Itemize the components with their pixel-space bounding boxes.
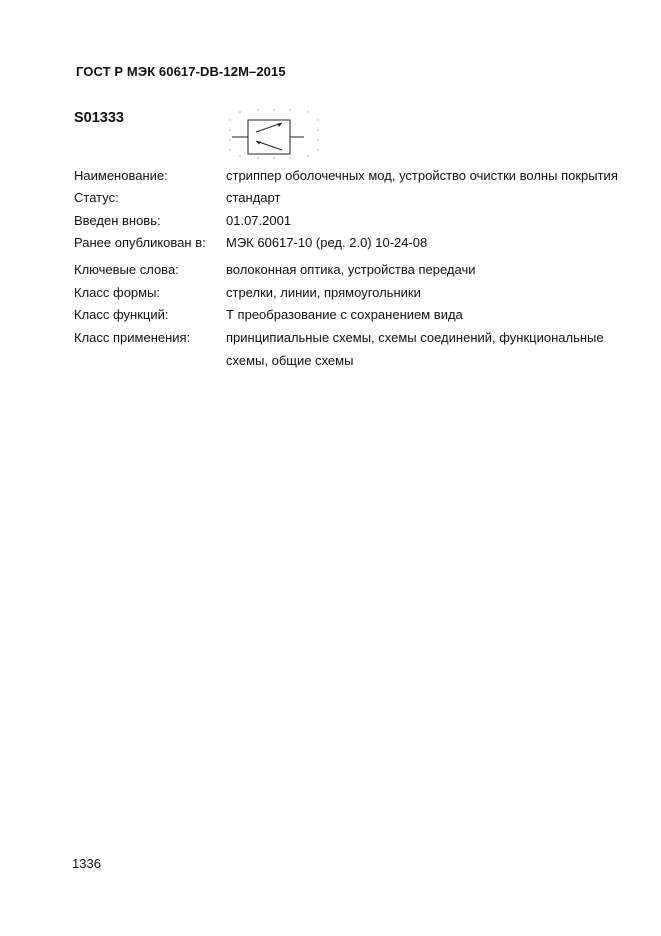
- property-label: Ключевые слова:: [74, 262, 179, 277]
- page-number: 1336: [72, 856, 101, 871]
- property-label: Наименование:: [74, 168, 168, 183]
- property-label: Класс применения:: [74, 330, 191, 345]
- property-value: МЭК 60617-10 (ред. 2.0) 10-24-08: [226, 235, 428, 250]
- property-value: принципиальные схемы, схемы соединений, функциональные схемы, общие схемы: [226, 330, 604, 368]
- document-header: ГОСТ Р МЭК 60617-DB-12M–2015: [76, 64, 286, 79]
- property-value: волоконная оптика, устройства передачи: [226, 262, 476, 277]
- property-label: Класс формы:: [74, 285, 161, 300]
- property-value: стриппер оболочечных мод, устройство очистки волны покрытия: [226, 168, 618, 183]
- symbol-code: S01333: [74, 110, 124, 126]
- property-value: стрелки, линии, прямоугольники: [226, 285, 421, 300]
- cladding-mode-stripper-symbol-icon: [228, 104, 320, 162]
- property-label: Статус:: [74, 190, 119, 205]
- property-label: Класс функций:: [74, 307, 169, 322]
- property-value: Т преобразование с сохранением вида: [226, 307, 463, 322]
- property-label: Ранее опубликован в:: [74, 235, 206, 250]
- property-value: стандарт: [226, 190, 281, 205]
- property-label: Введен вновь:: [74, 213, 161, 228]
- property-value: 01.07.2001: [226, 213, 292, 228]
